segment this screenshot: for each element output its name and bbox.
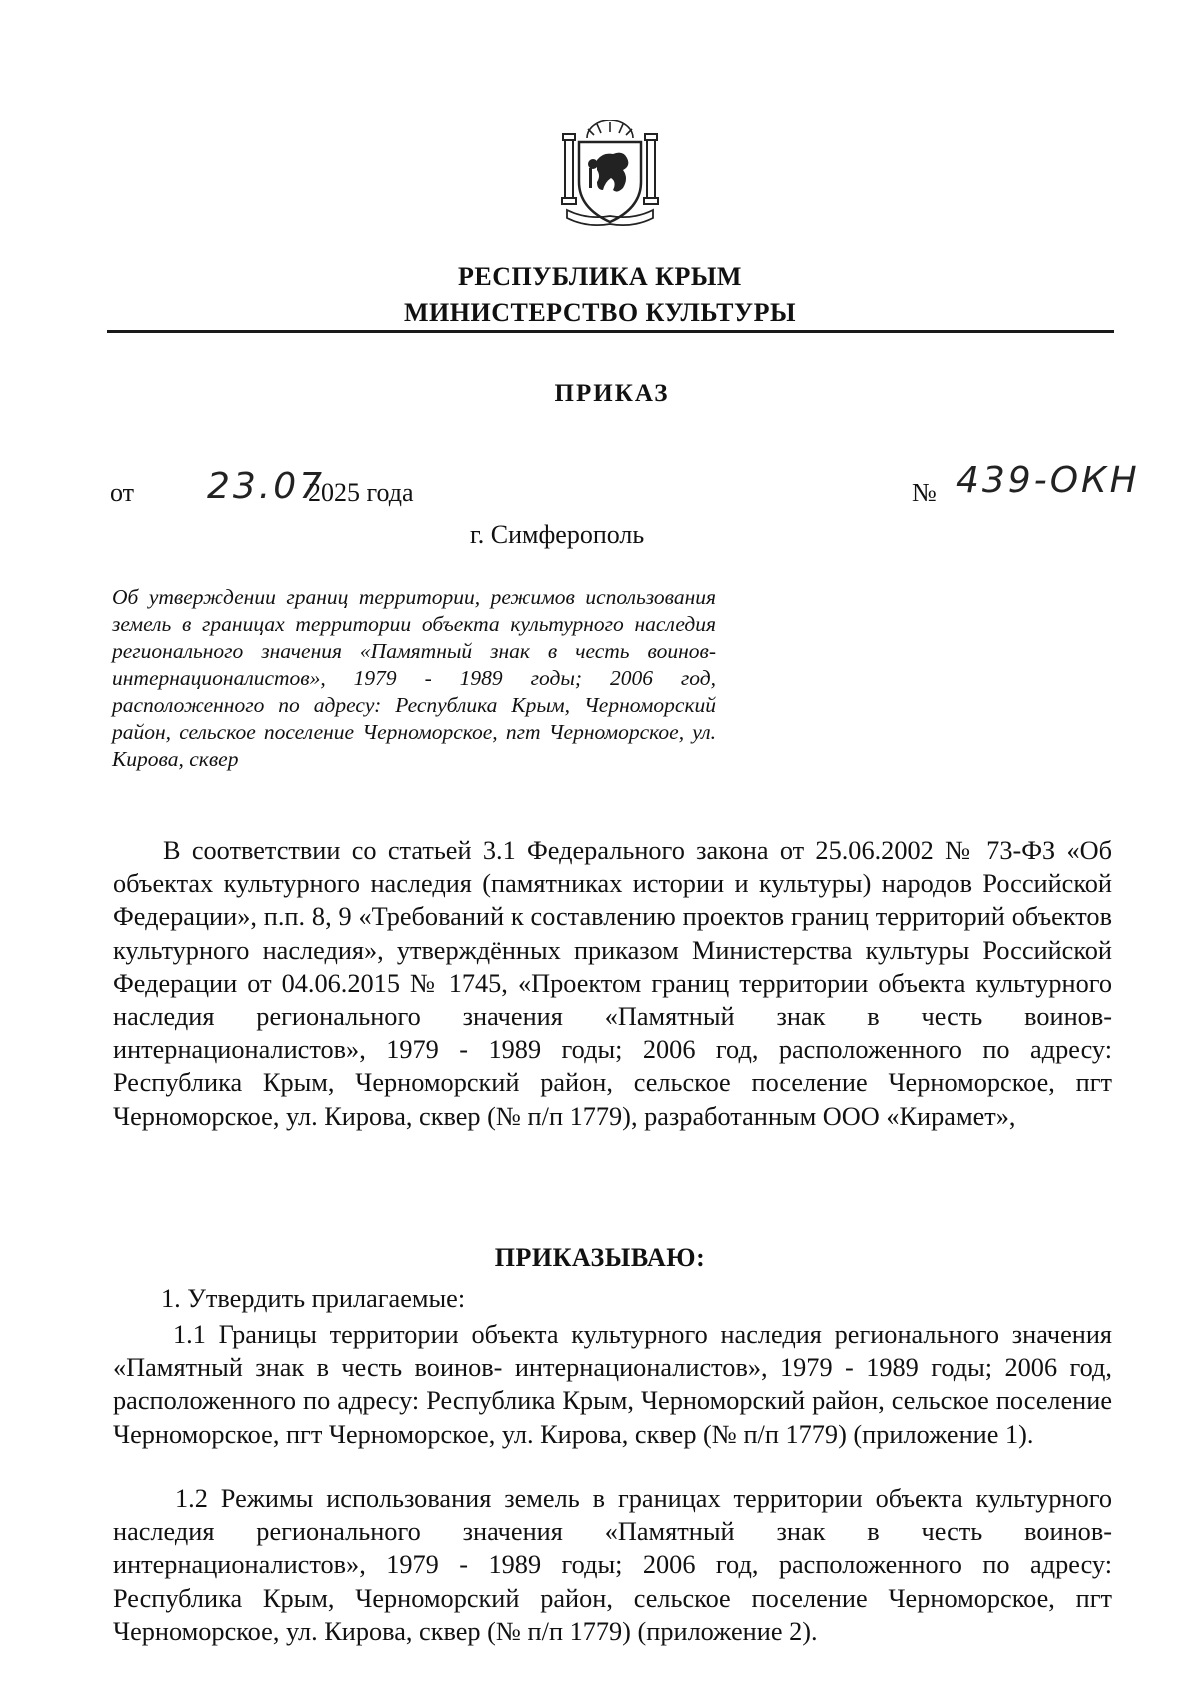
order-item-1: 1. Утвердить прилагаемые: (161, 1284, 466, 1313)
order-item-1-1: 1.1 Границы территории объекта культурного наследия регионального значения «Памятный знак в честь воинов- интернационалистов», 1979 - 1989 годы; 2006 год, расположенного по адресу: Республика Крым, Черноморский район, сельское поселение Черноморское, пгт Черноморское, ул. Кирова, сквер (№ п/п 1779) (приложение 1). (113, 1320, 1112, 1449)
date-prefix: от (110, 478, 135, 507)
number-handwritten: 439-ОКН (956, 460, 1140, 501)
number-sign: № (912, 478, 937, 507)
date-year: 2025 года (308, 478, 414, 507)
header-divider (107, 330, 1114, 333)
order-heading: ПРИКАЗЫВАЮ: (494, 1243, 706, 1272)
document-city: г. Симферополь (470, 520, 645, 549)
coat-of-arms-icon (557, 120, 663, 230)
preamble-paragraph: В соответствии со статьей 3.1 Федерального закона от 25.06.2002 № 73-ФЗ «Об объектах культурного наследия (памятниках истории и культуры) народов Российской Федерации», п.п. 8, 9 «Требований к составлению проектов границ территорий объектов культурного наследия», утверждённых приказом Министерства культуры Российской Федерации от 04.06.2015 № 1745, «Проектом границ территории объекта культурного наследия регионального значения «Памятный знак в честь воинов- интернационалистов», 1979 - 1989 годы; 2006 год, расположенного по адресу: Республика Крым, Черноморский район, сельское поселение Черноморское, пгт Черноморское, ул. Кирова, сквер (№ п/п 1779), разработанным ООО «Кирамет», (113, 836, 1112, 1131)
document-type: ПРИКАЗ (554, 380, 670, 407)
date-handwritten: 23.07 (207, 466, 326, 507)
header-ministry: МИНИСТЕРСТВО КУЛЬТУРЫ (404, 298, 796, 327)
document-title: Об утверждении границ территории, режимов использования земель в границах территории объекта культурного наследия регионального значения «Памятный знак в честь воинов- интернационалистов», 1979 - 1989 годы; 2006 год, расположенного по адресу: Республика Крым, Черноморский район, сельское поселение Черноморское, пгт Черноморское, ул. Кирова, сквер (112, 585, 716, 771)
header-republic: РЕСПУБЛИКА КРЫМ (458, 262, 742, 291)
order-item-1-2: 1.2 Режимы использования земель в границах территории объекта культурного наследия регионального значения «Памятный знак в честь воинов- интернационалистов», 1979 - 1989 годы; 2006 год, расположенного по адресу: Республика Крым, Черноморский район, сельское поселение Черноморское, пгт Черноморское, ул. Кирова, сквер (№ п/п 1779) (приложение 2). (113, 1484, 1112, 1646)
